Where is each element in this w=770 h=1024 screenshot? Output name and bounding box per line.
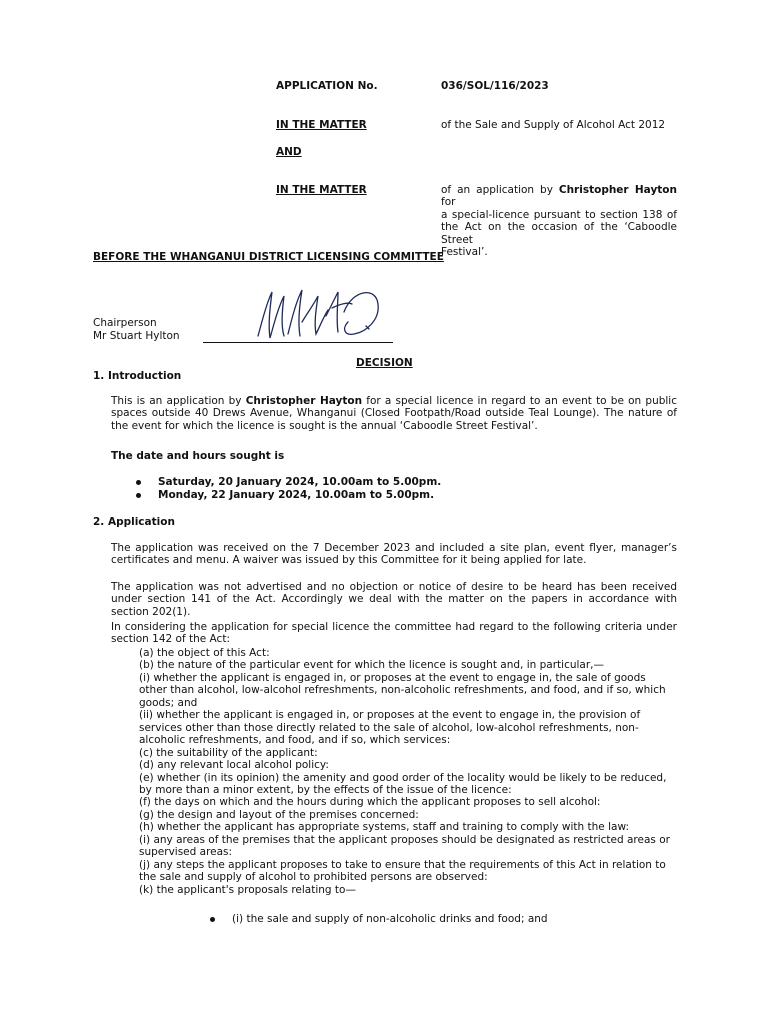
matter2-line1-post: for [441, 196, 456, 209]
criteria-line: services other than those directly related to the sale of alcohol, low-alcohol refreshments, non- [139, 721, 639, 734]
bullet-icon [136, 493, 141, 498]
matter2-line1-pre: of an application by [441, 184, 559, 196]
criteria-line: (f) the days on which and the hours during which the applicant proposes to sell alcohol: [139, 796, 601, 809]
application-number-label: APPLICATION No. [276, 80, 378, 92]
section1-heading: 1. Introduction [93, 370, 182, 382]
criteria-line: other than alcohol, low-alcohol refreshments, non-alcoholic refreshments, and food, and if so, which [139, 684, 666, 697]
introduction-paragraph [111, 395, 677, 432]
applicant-name: Christopher Hayton [558, 184, 677, 196]
matter2-label: IN THE MATTER [276, 184, 367, 196]
criteria-line: (i) any areas of the premises that the applicant proposes should be designated as restricted areas or [139, 833, 670, 846]
criteria-line: (b) the nature of the particular event for which the licence is sought and, in particular,— [139, 659, 604, 672]
intro-post: for a special licence in regard to an event to be on public spaces outside 40 Drews Avenue, Whanganui (Closed Footpath/Road outside Teal Lounge). The nature of the event for which the licence is sought is the annual ‘Caboodle Street Festival’. [111, 395, 677, 432]
criteria-line: (i) whether the applicant is engaged in, or proposes at the event to engage in, the sale of goods [139, 671, 646, 684]
chairperson-label: Chairperson [93, 317, 157, 329]
criteria-list [139, 647, 679, 896]
criteria-line: (d) any relevant local alcohol policy: [139, 759, 329, 772]
sub-bullet-text: (i) the sale and supply of non-alcoholic drinks and food; and [232, 913, 548, 925]
application-paragraph-3: In considering the application for special licence the committee had regard to the following criteria under section 142 of the Act: [111, 621, 677, 646]
matter1-text: of the Sale and Supply of Alcohol Act 2012 [441, 119, 666, 131]
criteria-line: the sale and supply of alcohol to prohibited persons are observed: [139, 871, 488, 884]
criteria-line: by more than a minor extent, by the effects of the issue of the licence: [139, 783, 512, 796]
application-paragraph-1: The application was received on the 7 December 2023 and included a site plan, event flyer, manager’s certificates and menu. A waiver was issued by this Committee for it being applied for late. [111, 542, 677, 567]
criteria-line: (h) whether the applicant has appropriate systems, staff and training to comply with the law: [139, 821, 630, 834]
matter2-line4: Festival’. [441, 246, 488, 259]
matter2-line2: a special-licence pursuant to section 138 of [441, 208, 677, 221]
criteria-line: goods; and [139, 696, 198, 709]
matter1-label: IN THE MATTER [276, 119, 367, 131]
criteria-line: supervised areas: [139, 846, 233, 859]
matter2-line3: the Act on the occasion of the ‘Caboodle Street [441, 221, 677, 246]
date-item-2: Monday, 22 January 2024, 10.00am to 5.00pm. [158, 489, 435, 501]
section2-heading: 2. Application [93, 516, 175, 528]
criteria-line: (ii) whether the applicant is engaged in, or proposes at the event to engage in, the provision of [139, 709, 641, 722]
criteria-line: alcoholic refreshments, and food, and if so, which services: [139, 734, 451, 747]
dates-subheading: The date and hours sought is [111, 450, 285, 462]
committee-heading: BEFORE THE WHANGANUI DISTRICT LICENSING COMMITTEE [93, 251, 444, 263]
bullet-icon [136, 480, 141, 485]
date-item-1: Saturday, 20 January 2024, 10.00am to 5.00pm. [158, 476, 442, 488]
criteria-line: (a) the object of this Act: [139, 647, 270, 659]
matter2-text [441, 184, 677, 258]
criteria-line: (j) any steps the applicant proposes to take to ensure that the requirements of this Act in relation to [139, 858, 666, 871]
decision-heading: DECISION [356, 357, 413, 369]
signature-image [248, 282, 383, 348]
and-label: AND [276, 146, 302, 158]
criteria-line: (c) the suitability of the applicant: [139, 746, 318, 759]
criteria-line: (e) whether (in its opinion) the amenity and good order of the locality would be likely to be reduced, [139, 771, 667, 784]
criteria-line: (k) the applicant's proposals relating to— [139, 883, 356, 896]
intro-pre: This is an application by [111, 395, 246, 407]
chairperson-name: Mr Stuart Hylton [93, 330, 180, 342]
bullet-icon [210, 917, 215, 922]
criteria-line: (g) the design and layout of the premises concerned: [139, 808, 419, 821]
application-paragraph-2: The application was not advertised and no objection or notice of desire to be heard has been received under section 141 of the Act. Accordingly we deal with the matter on the papers in accordance with section 202(1). [111, 581, 677, 618]
application-number: 036/SOL/116/2023 [441, 80, 549, 92]
intro-applicant-name: Christopher Hayton [245, 395, 363, 407]
